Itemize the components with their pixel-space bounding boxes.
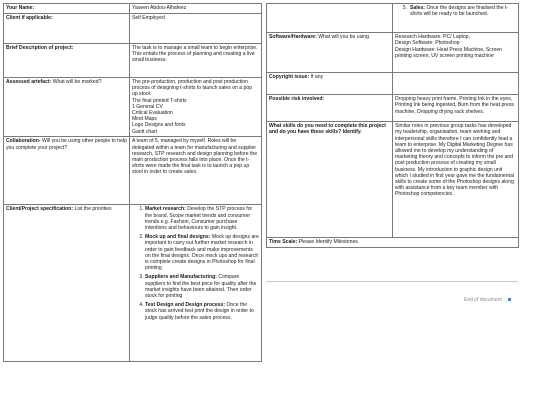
project-proposal-table-left — [3, 3, 262, 362]
priority-number: 5. — [402, 5, 407, 12]
skills-label: What skills do you need to complete this project and do you have these skills? Identify. — [267, 122, 393, 238]
list-item — [145, 302, 259, 321]
software-hardware-label-cell — [267, 33, 393, 73]
specification-row — [4, 205, 262, 362]
priority-text: Once the designs are finalised the t-shirts will be ready to be launched. — [410, 5, 508, 18]
artefact-line: Critical Evaluation — [132, 109, 173, 116]
copyright-label-cell — [267, 73, 393, 95]
software-hardware-prompt: What will you be using — [318, 34, 369, 41]
list-item — [145, 274, 259, 299]
priority-text: Develop the STP process for the brand, Scope market trends and consumer trends e.g. Fashion, Consumer purchase intentions and behaviours to gain insight. — [145, 206, 253, 231]
project-proposal-table-right — [266, 3, 519, 248]
end-marker-icon — [508, 298, 512, 302]
artefact-line: The final printed T-shirts — [132, 97, 187, 104]
priority-title: Suppliers and Manufacturing: — [145, 274, 217, 281]
artefact-row — [4, 77, 262, 136]
client-row — [4, 13, 262, 43]
name-row — [4, 4, 262, 14]
specification-label: Client/Project specification: — [6, 206, 74, 213]
list-item — [145, 206, 259, 231]
client-label: Client if applicable: — [4, 13, 130, 43]
name-label: Your Name: — [4, 4, 130, 14]
copyright-value — [393, 73, 519, 95]
specification-prompt: List the priorities — [74, 206, 112, 213]
software-hardware-label: Software/Hardware: — [269, 34, 317, 41]
copyright-label: Copyright issue: — [269, 74, 310, 81]
artefact-line: Gantt chart — [132, 128, 158, 135]
collaboration-row — [4, 137, 262, 205]
list-item — [145, 234, 259, 271]
priority-title: Test Design and Design process: — [145, 302, 226, 309]
footer-divider — [266, 281, 518, 282]
brief-label: Brief Description of project: — [4, 43, 130, 77]
hardware-line: Design Software: Photoshop — [395, 40, 460, 47]
software-hardware-row — [267, 33, 519, 73]
hardware-line: Design Hardware: Heat Press Machine, Screen printing screen, UV screen printing machine — [395, 46, 503, 59]
timescale-prompt: Please Identify Milestones. — [298, 239, 360, 246]
priority-title: Mock up and final designs: — [145, 234, 211, 241]
collaboration-label: Collaboration- — [6, 138, 41, 145]
skills-value: Similar roles in previous group tasks has developed my leadership, organisation, team working and interpersonal skills therefore I can confidently lead a team to enterprise. My Digital Marketing Degree has allowed me to develop my understanding of marketing theory and concepts to inform the pre and post production process of creating my small business. My introduction to graphic design unit which I studied in first year gave me the fundamental skills to create some of the Photoshop designs along with assistance from a key team member with Photoshop competencies. — [393, 122, 519, 238]
risk-row — [267, 95, 519, 122]
risk-label: Possible risk involved: — [267, 95, 393, 122]
timescale-row — [267, 238, 519, 248]
brief-row — [4, 43, 262, 77]
artefact-prompt: What will be marked? — [52, 78, 102, 85]
end-of-document-note — [464, 297, 511, 303]
priority-title: Sales: — [410, 5, 426, 12]
specification-label-cell — [4, 205, 130, 362]
artefact-value — [130, 77, 262, 136]
copyright-row — [267, 73, 519, 95]
priority-text: Compare suppliers to find the best price for quality after the market insights have been attained. Then order stock for printing — [145, 274, 257, 300]
priority-body — [410, 5, 516, 17]
priority-title: Market research: — [145, 206, 186, 213]
artefact-label-cell — [4, 77, 130, 136]
collaboration-label-cell — [4, 137, 130, 205]
priority-text: Mock up designs are important to carry out further market research in order to gain feedback and make improvements on the final designs. Once mock ups and research is complete create designs in Photoshop for final printing — [145, 234, 259, 272]
artefact-line: 1 General CV — [132, 103, 163, 110]
software-hardware-value — [393, 33, 519, 73]
priority-text: Once the stock has arrived test print the design in order to judge quality before the sales process. — [145, 302, 254, 321]
list-item — [395, 5, 516, 17]
brief-value: The task is to manage a small team to begin enterprise. This entails the process of planning and creating a live small business. — [130, 43, 262, 77]
artefact-line: The pre-production, production and post production process of designing t-shirts to launch sales on a pop up stool. — [132, 78, 253, 98]
skills-row — [267, 122, 519, 238]
timescale-label: Time Scale: — [269, 239, 298, 246]
specification-value — [130, 205, 262, 362]
client-value: Self Employed — [130, 13, 262, 43]
risk-value: Dropping heavy print frame, Printing Ink in the eyes, Printing Ink being ingested, Burn from the heat press machine, Dropping drying rack shelves. — [393, 95, 519, 122]
continued-priority-cell — [393, 4, 519, 33]
end-of-document-text: End of document — [464, 297, 502, 303]
timescale-label-cell — [267, 238, 519, 248]
artefact-label: Assessed artefact: — [6, 78, 52, 85]
artefact-line: Mind Maps — [132, 116, 157, 123]
collaboration-prompt: Will you be using other people to help you complete your project? — [6, 138, 127, 151]
hardware-line: Research Hardware: PC/ Laptop, — [395, 34, 471, 41]
empty-label-cell — [267, 4, 393, 33]
copyright-prompt: If any — [310, 74, 324, 81]
artefact-line: Logo Designs and fonts — [132, 122, 186, 129]
name-value: Yaseen Abdou-Alhafeez — [130, 4, 262, 14]
collaboration-value: A team of 5, managed by myself. Roles will be delegated within a team for manufacturing and supplier research, STP research and design planning before the main production process falls into place. Once the t-shirts were made the final task is to launch a pop up stool in order to create sales. — [130, 137, 262, 205]
continued-priority-row — [267, 4, 519, 33]
priority-list — [132, 206, 259, 320]
